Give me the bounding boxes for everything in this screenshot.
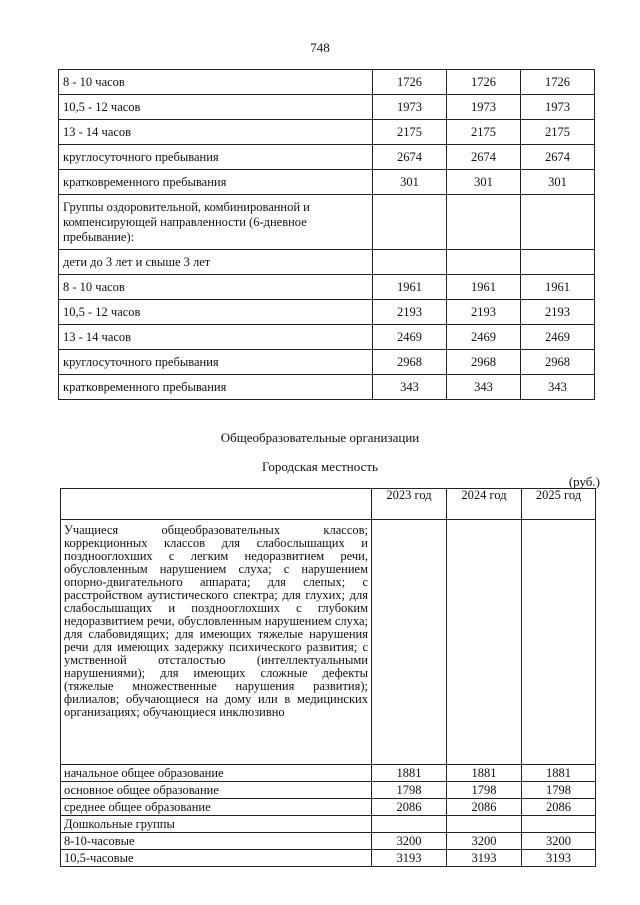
table-row: [61, 833, 596, 850]
table-row: [61, 765, 596, 782]
page-number: 748: [310, 40, 330, 55]
table-row: [61, 782, 596, 799]
row-label: кратковременного пребывания: [59, 375, 373, 400]
value-2023: 2086: [372, 799, 447, 816]
subsection-title: Городская местность: [262, 459, 378, 474]
value-2025: 3193: [522, 850, 596, 867]
value-2025: 301: [521, 170, 595, 195]
preschool-cost-table: [58, 69, 595, 400]
value-2025: 2086: [522, 799, 596, 816]
year-header: 2025 год: [522, 489, 596, 520]
row-label: круглосуточного пребывания: [59, 350, 373, 375]
row-label: 10,5 - 12 часов: [59, 300, 373, 325]
value-2025: 1961: [521, 275, 595, 300]
table-row: [61, 799, 596, 816]
table-row: [61, 816, 596, 833]
row-label: 10,5 - 12 часов: [59, 95, 373, 120]
value-2023: 3200: [372, 833, 447, 850]
table-row: [61, 850, 596, 867]
value-2025: 1881: [522, 765, 596, 782]
value-2023: 343: [373, 375, 447, 400]
value-2024: 1973: [447, 95, 521, 120]
table-row: [59, 275, 595, 300]
row-label: круглосуточного пребывания: [59, 145, 373, 170]
value-2024: 1961: [447, 275, 521, 300]
row-label: 10,5-часовые: [61, 850, 372, 867]
row-label: начальное общее образование: [61, 765, 372, 782]
table-row: [59, 350, 595, 375]
table-row: [59, 195, 595, 250]
school-cost-table: [60, 488, 596, 867]
row-label: 8-10-часовые: [61, 833, 372, 850]
table-row: [59, 375, 595, 400]
row-label: 13 - 14 часов: [59, 325, 373, 350]
table-row: [61, 520, 596, 765]
value-2023: 1726: [373, 70, 447, 95]
value-2025: 2469: [521, 325, 595, 350]
unit-label: (руб.): [568, 474, 600, 489]
value-2024: 301: [447, 170, 521, 195]
value-2024: 1798: [447, 782, 522, 799]
value-2024: 343: [447, 375, 521, 400]
value-2024: 2469: [447, 325, 521, 350]
header-row: [61, 489, 596, 520]
table-row: [59, 325, 595, 350]
table-row: [59, 145, 595, 170]
value-2025: 2674: [521, 145, 595, 170]
table-row: [59, 120, 595, 145]
value-2023: 1798: [372, 782, 447, 799]
value-2024: 3200: [447, 833, 522, 850]
value-2023: 2968: [373, 350, 447, 375]
value-2024: 3193: [447, 850, 522, 867]
year-header: 2023 год: [372, 489, 447, 520]
value-2025: 1973: [521, 95, 595, 120]
value-2023: 1973: [373, 95, 447, 120]
value-2025: 2193: [521, 300, 595, 325]
value-2024: 1881: [447, 765, 522, 782]
section-title: Общеобразовательные организации: [220, 430, 420, 445]
table-row: [59, 70, 595, 95]
value-2025: 2968: [521, 350, 595, 375]
value-2025: 1726: [521, 70, 595, 95]
table-row: [59, 250, 595, 275]
value-2024: 2175: [447, 120, 521, 145]
value-2025: 3200: [522, 833, 596, 850]
group-heading: Группы оздоровительной, комбинированной и компенсирующей направленности (6-дневное пребывание):: [59, 195, 373, 250]
student-categories: Учащиеся общеобразовательных классов; коррекционных классов для слабослышащих и позднооглохших с легким недоразвитием речи, обусловленным нарушением слуха; с нарушением опорно-двигательного аппарата; для слепых; с расстройством аутистического спектра; для глухих; для слабослышащих и позднооглохших с глубоким недоразвитием речи, обусловленным нарушением слуха; для слабовидящих; для имеющих тяжелые нарушения речи для имеющих задержку психического развития; с умственной отсталостью (интеллектуальными нарушениями); для имеющих сложные дефекты (тяжелые множественные нарушения развития); филиалов; обучающиеся на дому или в медицинских организациях; обучающиеся инклюзивно: [61, 520, 372, 765]
row-label: 13 - 14 часов: [59, 120, 373, 145]
value-2025: 1798: [522, 782, 596, 799]
value-2023: 301: [373, 170, 447, 195]
table-row: [59, 95, 595, 120]
table-row: [59, 170, 595, 195]
row-label: среднее общее образование: [61, 799, 372, 816]
row-label: 8 - 10 часов: [59, 275, 373, 300]
row-label: Дошкольные группы: [61, 816, 372, 833]
value-2024: 2086: [447, 799, 522, 816]
year-header: 2024 год: [447, 489, 522, 520]
value-2025: 2175: [521, 120, 595, 145]
value-2023: 1961: [373, 275, 447, 300]
value-2024: 2968: [447, 350, 521, 375]
value-2023: 3193: [372, 850, 447, 867]
table-row: [59, 300, 595, 325]
value-2025: 343: [521, 375, 595, 400]
value-2023: 2175: [373, 120, 447, 145]
value-2023: 2193: [373, 300, 447, 325]
value-2023: 2674: [373, 145, 447, 170]
row-label: дети до 3 лет и свыше 3 лет: [59, 250, 373, 275]
value-2023: 1881: [372, 765, 447, 782]
value-2024: 2674: [447, 145, 521, 170]
row-label: основное общее образование: [61, 782, 372, 799]
value-2023: 2469: [373, 325, 447, 350]
value-2024: 1726: [447, 70, 521, 95]
value-2024: 2193: [447, 300, 521, 325]
row-label: кратковременного пребывания: [59, 170, 373, 195]
row-label: 8 - 10 часов: [59, 70, 373, 95]
